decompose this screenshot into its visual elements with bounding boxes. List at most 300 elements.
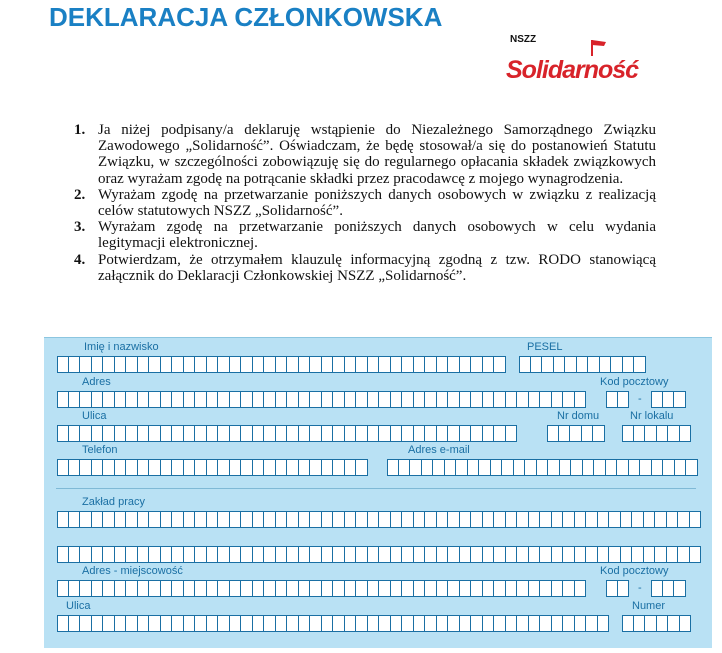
char-box[interactable] [287,615,299,632]
char-box[interactable] [425,425,437,442]
char-box[interactable] [161,580,173,597]
char-box[interactable] [663,580,675,597]
char-box[interactable] [161,511,173,528]
char-box[interactable] [456,459,468,476]
address-field[interactable] [57,391,586,408]
workplace-field-line2[interactable] [57,546,701,563]
char-box[interactable] [57,511,69,528]
char-box[interactable] [207,391,219,408]
char-box[interactable] [391,511,403,528]
char-box[interactable] [437,546,449,563]
char-box[interactable] [575,580,587,597]
char-box[interactable] [345,459,357,476]
char-box[interactable] [414,580,426,597]
char-box[interactable] [575,511,587,528]
char-box[interactable] [483,356,495,373]
char-box[interactable] [92,511,104,528]
char-box[interactable] [80,425,92,442]
char-box[interactable] [391,546,403,563]
char-box[interactable] [126,511,138,528]
char-box[interactable] [577,356,589,373]
char-box[interactable] [433,459,445,476]
char-box[interactable] [506,425,518,442]
char-box[interactable] [299,511,311,528]
char-box[interactable] [422,459,434,476]
char-box[interactable] [92,459,104,476]
char-box[interactable] [287,391,299,408]
char-box[interactable] [57,459,69,476]
char-box[interactable] [483,391,495,408]
char-box[interactable] [402,425,414,442]
char-box[interactable] [622,615,634,632]
char-box[interactable] [414,391,426,408]
char-box[interactable] [92,391,104,408]
char-box[interactable] [103,459,115,476]
char-box[interactable] [276,615,288,632]
char-box[interactable] [402,615,414,632]
char-box[interactable] [517,615,529,632]
char-box[interactable] [600,356,612,373]
name-field[interactable] [57,356,506,373]
char-box[interactable] [241,356,253,373]
char-box[interactable] [402,391,414,408]
char-box[interactable] [387,459,399,476]
char-box[interactable] [69,356,81,373]
char-box[interactable] [230,511,242,528]
char-box[interactable] [103,615,115,632]
char-box[interactable] [287,546,299,563]
char-box[interactable] [448,615,460,632]
char-box[interactable] [448,356,460,373]
char-box[interactable] [69,580,81,597]
char-box[interactable] [184,615,196,632]
char-box[interactable] [322,546,334,563]
char-box[interactable] [368,356,380,373]
char-box[interactable] [149,615,161,632]
char-box[interactable] [287,580,299,597]
char-box[interactable] [483,546,495,563]
char-box[interactable] [299,546,311,563]
char-box[interactable] [333,459,345,476]
char-box[interactable] [570,425,582,442]
email-field[interactable] [387,459,698,476]
char-box[interactable] [494,356,506,373]
char-box[interactable] [92,546,104,563]
char-box[interactable] [356,511,368,528]
char-box[interactable] [103,391,115,408]
char-box[interactable] [437,356,449,373]
char-box[interactable] [529,546,541,563]
char-box[interactable] [414,511,426,528]
char-box[interactable] [172,511,184,528]
char-box[interactable] [253,459,265,476]
char-box[interactable] [460,615,472,632]
work-city-field[interactable] [57,580,586,597]
char-box[interactable] [634,356,646,373]
char-box[interactable] [402,356,414,373]
char-box[interactable] [640,459,652,476]
char-box[interactable] [333,511,345,528]
char-box[interactable] [184,425,196,442]
char-box[interactable] [241,425,253,442]
char-box[interactable] [207,615,219,632]
char-box[interactable] [345,356,357,373]
char-box[interactable] [690,546,702,563]
char-box[interactable] [379,511,391,528]
char-box[interactable] [548,459,560,476]
char-box[interactable] [529,580,541,597]
char-box[interactable] [506,580,518,597]
char-box[interactable] [460,356,472,373]
char-box[interactable] [126,580,138,597]
char-box[interactable] [149,546,161,563]
char-box[interactable] [425,356,437,373]
char-box[interactable] [287,511,299,528]
char-box[interactable] [552,546,564,563]
char-box[interactable] [645,425,657,442]
char-box[interactable] [460,391,472,408]
char-box[interactable] [644,546,656,563]
char-box[interactable] [571,459,583,476]
char-box[interactable] [80,546,92,563]
char-box[interactable] [471,511,483,528]
char-box[interactable] [460,580,472,597]
char-box[interactable] [230,425,242,442]
char-box[interactable] [69,459,81,476]
char-box[interactable] [103,511,115,528]
char-box[interactable] [103,425,115,442]
char-box[interactable] [652,459,664,476]
char-box[interactable] [126,615,138,632]
char-box[interactable] [448,391,460,408]
char-box[interactable] [391,580,403,597]
char-box[interactable] [391,425,403,442]
char-box[interactable] [425,511,437,528]
char-box[interactable] [322,459,334,476]
char-box[interactable] [345,391,357,408]
char-box[interactable] [218,580,230,597]
char-box[interactable] [241,615,253,632]
char-box[interactable] [519,356,531,373]
char-box[interactable] [322,391,334,408]
char-box[interactable] [299,580,311,597]
work-postcode-part1-field[interactable] [606,580,629,597]
char-box[interactable] [425,615,437,632]
char-box[interactable] [310,459,322,476]
char-box[interactable] [586,615,598,632]
char-box[interactable] [115,511,127,528]
char-box[interactable] [322,615,334,632]
char-box[interactable] [69,511,81,528]
char-box[interactable] [92,580,104,597]
char-box[interactable] [172,580,184,597]
char-box[interactable] [494,425,506,442]
char-box[interactable] [542,356,554,373]
char-box[interactable] [103,356,115,373]
char-box[interactable] [241,511,253,528]
char-box[interactable] [264,546,276,563]
char-box[interactable] [690,511,702,528]
char-box[interactable] [379,391,391,408]
pesel-field[interactable] [519,356,646,373]
char-box[interactable] [172,615,184,632]
char-box[interactable] [276,425,288,442]
char-box[interactable] [494,546,506,563]
char-box[interactable] [310,546,322,563]
char-box[interactable] [606,580,618,597]
char-box[interactable] [552,511,564,528]
char-box[interactable] [161,615,173,632]
char-box[interactable] [241,459,253,476]
char-box[interactable] [207,511,219,528]
char-box[interactable] [644,511,656,528]
char-box[interactable] [149,356,161,373]
char-box[interactable] [149,511,161,528]
char-box[interactable] [195,459,207,476]
char-box[interactable] [333,546,345,563]
char-box[interactable] [172,459,184,476]
char-box[interactable] [368,391,380,408]
char-box[interactable] [657,425,669,442]
char-box[interactable] [333,580,345,597]
char-box[interactable] [379,356,391,373]
char-box[interactable] [514,459,526,476]
char-box[interactable] [598,511,610,528]
char-box[interactable] [460,425,472,442]
char-box[interactable] [126,391,138,408]
char-box[interactable] [623,356,635,373]
char-box[interactable] [674,391,686,408]
char-box[interactable] [437,511,449,528]
char-box[interactable] [582,425,594,442]
char-box[interactable] [368,511,380,528]
char-box[interactable] [218,615,230,632]
char-box[interactable] [502,459,514,476]
char-box[interactable] [583,459,595,476]
char-box[interactable] [253,546,265,563]
char-box[interactable] [92,425,104,442]
char-box[interactable] [195,615,207,632]
char-box[interactable] [657,615,669,632]
char-box[interactable] [184,511,196,528]
char-box[interactable] [345,546,357,563]
char-box[interactable] [230,459,242,476]
char-box[interactable] [287,425,299,442]
char-box[interactable] [563,391,575,408]
char-box[interactable] [299,356,311,373]
char-box[interactable] [611,356,623,373]
char-box[interactable] [621,511,633,528]
char-box[interactable] [253,425,265,442]
char-box[interactable] [593,425,605,442]
char-box[interactable] [356,546,368,563]
char-box[interactable] [529,391,541,408]
char-box[interactable] [333,425,345,442]
char-box[interactable] [471,356,483,373]
char-box[interactable] [402,546,414,563]
char-box[interactable] [471,580,483,597]
char-box[interactable] [57,615,69,632]
char-box[interactable] [632,511,644,528]
char-box[interactable] [594,459,606,476]
char-box[interactable] [207,356,219,373]
char-box[interactable] [460,546,472,563]
char-box[interactable] [138,580,150,597]
char-box[interactable] [264,356,276,373]
char-box[interactable] [345,615,357,632]
char-box[interactable] [69,546,81,563]
char-box[interactable] [540,546,552,563]
char-box[interactable] [103,580,115,597]
char-box[interactable] [253,511,265,528]
char-box[interactable] [448,546,460,563]
work-postcode-part2-field[interactable] [651,580,686,597]
char-box[interactable] [483,615,495,632]
char-box[interactable] [230,580,242,597]
char-box[interactable] [57,425,69,442]
char-box[interactable] [563,546,575,563]
char-box[interactable] [368,615,380,632]
char-box[interactable] [391,391,403,408]
char-box[interactable] [629,459,641,476]
char-box[interactable] [586,511,598,528]
char-box[interactable] [57,356,69,373]
char-box[interactable] [674,580,686,597]
char-box[interactable] [356,391,368,408]
char-box[interactable] [402,511,414,528]
work-street-field[interactable] [57,615,609,632]
char-box[interactable] [471,546,483,563]
char-box[interactable] [195,580,207,597]
char-box[interactable] [138,356,150,373]
char-box[interactable] [651,391,663,408]
char-box[interactable] [563,511,575,528]
char-box[interactable] [92,356,104,373]
char-box[interactable] [184,546,196,563]
char-box[interactable] [414,615,426,632]
char-box[interactable] [479,459,491,476]
char-box[interactable] [517,580,529,597]
char-box[interactable] [333,615,345,632]
flat-no-field[interactable] [622,425,691,442]
workplace-field-line1[interactable] [57,511,701,528]
char-box[interactable] [310,425,322,442]
char-box[interactable] [531,356,543,373]
char-box[interactable] [172,391,184,408]
char-box[interactable] [651,580,663,597]
char-box[interactable] [138,615,150,632]
char-box[interactable] [675,459,687,476]
char-box[interactable] [310,511,322,528]
char-box[interactable] [264,615,276,632]
char-box[interactable] [322,356,334,373]
char-box[interactable] [69,615,81,632]
char-box[interactable] [253,391,265,408]
char-box[interactable] [218,511,230,528]
char-box[interactable] [287,356,299,373]
char-box[interactable] [379,425,391,442]
char-box[interactable] [126,425,138,442]
char-box[interactable] [668,425,680,442]
char-box[interactable] [468,459,480,476]
char-box[interactable] [138,459,150,476]
char-box[interactable] [425,546,437,563]
char-box[interactable] [617,459,629,476]
char-box[interactable] [356,580,368,597]
char-box[interactable] [552,391,564,408]
char-box[interactable] [425,580,437,597]
char-box[interactable] [634,615,646,632]
char-box[interactable] [529,511,541,528]
char-box[interactable] [345,425,357,442]
char-box[interactable] [559,425,571,442]
char-box[interactable] [230,391,242,408]
char-box[interactable] [586,546,598,563]
char-box[interactable] [445,459,457,476]
char-box[interactable] [598,546,610,563]
char-box[interactable] [437,391,449,408]
char-box[interactable] [126,546,138,563]
char-box[interactable] [80,356,92,373]
char-box[interactable] [506,615,518,632]
char-box[interactable] [184,391,196,408]
char-box[interactable] [345,511,357,528]
char-box[interactable] [264,580,276,597]
char-box[interactable] [264,511,276,528]
char-box[interactable] [264,391,276,408]
char-box[interactable] [678,511,690,528]
char-box[interactable] [621,546,633,563]
char-box[interactable] [565,356,577,373]
char-box[interactable] [230,615,242,632]
char-box[interactable] [172,356,184,373]
char-box[interactable] [356,459,368,476]
char-box[interactable] [540,391,552,408]
char-box[interactable] [333,356,345,373]
char-box[interactable] [356,356,368,373]
char-box[interactable] [368,580,380,597]
char-box[interactable] [276,511,288,528]
char-box[interactable] [80,580,92,597]
char-box[interactable] [264,425,276,442]
char-box[interactable] [391,615,403,632]
char-box[interactable] [80,615,92,632]
char-box[interactable] [560,459,572,476]
char-box[interactable] [356,425,368,442]
char-box[interactable] [563,580,575,597]
char-box[interactable] [161,391,173,408]
char-box[interactable] [195,391,207,408]
char-box[interactable] [517,511,529,528]
char-box[interactable] [253,580,265,597]
char-box[interactable] [678,546,690,563]
char-box[interactable] [414,425,426,442]
char-box[interactable] [57,546,69,563]
char-box[interactable] [529,615,541,632]
char-box[interactable] [322,580,334,597]
char-box[interactable] [218,425,230,442]
char-box[interactable] [379,615,391,632]
char-box[interactable] [391,356,403,373]
char-box[interactable] [172,425,184,442]
char-box[interactable] [69,391,81,408]
char-box[interactable] [491,459,503,476]
char-box[interactable] [149,425,161,442]
char-box[interactable] [218,546,230,563]
char-box[interactable] [287,459,299,476]
char-box[interactable] [218,459,230,476]
char-box[interactable] [184,580,196,597]
